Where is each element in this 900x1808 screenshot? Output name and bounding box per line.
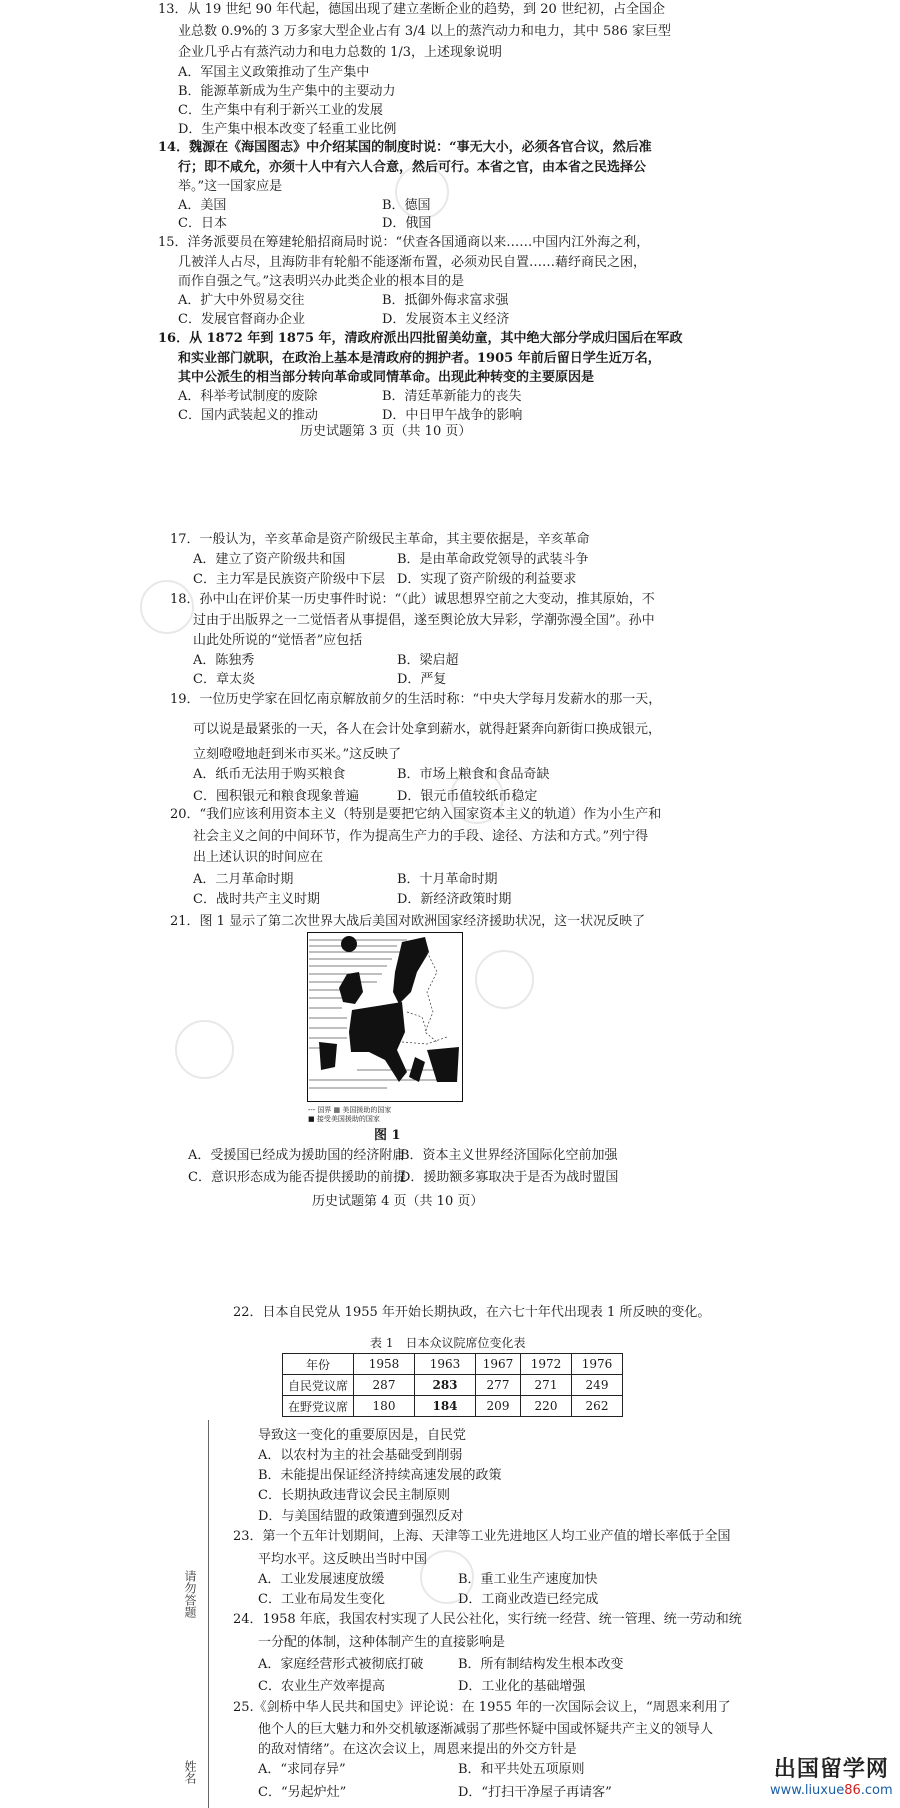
option-c: C．长期执政违背议会民主制原则 (258, 1488, 450, 1503)
question-stem: 18．孙中山在评价某一历史事件时说：“（此）诚思想界空前之大变动，推其原始，不 (170, 592, 655, 607)
option-d: D．工商业改造已经完成 (458, 1592, 599, 1607)
question-stem: 举。”这一国家应是 (178, 179, 283, 194)
logo-url (770, 1783, 893, 1798)
margin-label: 请勿答题 (183, 1570, 197, 1618)
option-c: C．战时共产主义时期 (193, 892, 320, 907)
option-c: C．生产集中有利于新兴工业的发展 (178, 103, 383, 118)
question-stem: 20．“我们应该利用资本主义（特别是要把它纳入国家资本主义的轨道）作为小生产和 (170, 807, 662, 822)
option-b: B．是由革命政党领导的武装斗争 (397, 552, 589, 567)
option-c: C．主力军是民族资产阶级中下层 (193, 572, 385, 587)
option-d: D．严复 (397, 672, 447, 687)
table-cell: 180 (354, 1396, 415, 1417)
option-a: A．受援国已经成为援助国的经济附庸 (188, 1148, 406, 1163)
table-header-cell: 1963 (415, 1354, 476, 1375)
figure-legend: --- 国界 ▦ 美国援助的国家 (308, 1106, 392, 1114)
question-stem: 企业几乎占有蒸汽动力和电力总数的 1/3，上述现象说明 (178, 45, 503, 60)
question-stem: 业总数 0.9%的 3 万多家大型企业占有 3/4 以上的蒸汽动力和电力，其中 586 家巨型 (178, 24, 671, 39)
option-c: C．意识形态成为能否提供援助的前提 (188, 1170, 406, 1185)
table-header-row (283, 1354, 623, 1375)
question-stem: 平均水平。这反映出当时中国 (258, 1552, 428, 1567)
question-stem: 出上述认识的时间应在 (193, 850, 324, 865)
logo-url-number: 86 (844, 1783, 861, 1798)
option-c: C．日本 (178, 216, 227, 231)
option-c: C．章太炎 (193, 672, 255, 687)
option-d: D．与美国结盟的政策遭到强烈反对 (258, 1509, 464, 1524)
table-cell: 自民党议席 (283, 1375, 354, 1396)
table-header-cell: 1976 (572, 1354, 623, 1375)
option-a: A．二月革命时期 (193, 872, 294, 887)
question-stem: 25.《剑桥中华人民共和国史》评论说：在 1955 年的一次国际会议上，“周恩来利用了 (233, 1700, 731, 1715)
watermark-seal (175, 1020, 234, 1079)
option-d: D．新经济政策时期 (397, 892, 512, 907)
question-stem: 24．1958 年底，我国农村实现了人民公社化，实行统一经营、统一管理、统一劳动和统 (233, 1612, 742, 1627)
question-stem: 山此处所说的“觉悟者”应包括 (193, 633, 363, 648)
table-header-cell: 年份 (283, 1354, 354, 1375)
question-stem: 他个人的巨大魅力和外交机敏逐渐减弱了那些怀疑中国或怀疑共产主义的领导人 (258, 1722, 714, 1737)
logo-name: 出国留学网 (773, 1757, 889, 1782)
page-footer: 历史试题第 3 页（共 10 页） (300, 424, 472, 439)
page-footer: 历史试题第 4 页（共 10 页） (312, 1194, 484, 1209)
option-a: A．军国主义政策推动了生产集中 (178, 65, 370, 80)
option-a: A．美国 (178, 198, 227, 213)
option-a: A．以农村为主的社会基础受到削弱 (258, 1448, 463, 1463)
table-header-cell: 1967 (476, 1354, 521, 1375)
question-stem: 21．图 1 显示了第二次世界大战后美国对欧洲国家经济援助状况，这一状况反映了 (170, 914, 646, 929)
option-b: B．市场上粮食和食品奇缺 (397, 767, 550, 782)
option-b: B．和平共处五项原则 (458, 1762, 585, 1777)
europe-aid-map-figure (307, 932, 463, 1102)
option-b: B．德国 (382, 198, 431, 213)
option-d: D．俄国 (382, 216, 432, 231)
table-cell: 249 (572, 1375, 623, 1396)
option-d: D．发展资本主义经济 (382, 312, 510, 327)
option-a: A．工业发展速度放缓 (258, 1572, 385, 1587)
table-cell: 220 (521, 1396, 572, 1417)
option-a: A．“求同存异” (258, 1762, 346, 1777)
question-stem: 23．第一个五年计划期间，上海、天津等工业先进地区人均工业产值的增长率低于全国 (233, 1529, 731, 1544)
table-cell: 184 (415, 1396, 476, 1417)
seat-change-table (282, 1353, 623, 1417)
margin-label: 姓名 (183, 1760, 197, 1784)
option-d: D．生产集中根本改变了轻重工业比例 (178, 122, 397, 137)
option-d: D．实现了资产阶级的利益要求 (397, 572, 577, 587)
option-c: C．囤积银元和粮食现象普遍 (193, 789, 359, 804)
option-b: B．所有制结构发生根本改变 (458, 1657, 624, 1672)
option-d: D．援助额多寡取决于是否为战时盟国 (400, 1170, 619, 1185)
option-d: D．工业化的基础增强 (458, 1679, 586, 1694)
option-b: B．清廷革新能力的丧失 (382, 389, 522, 404)
site-logo (770, 1752, 893, 1798)
question-stem: 社会主义之间的中间环节，作为提高生产力的手段、途径、方法和方式。”列宁得 (193, 829, 649, 844)
option-b: B．梁启超 (397, 653, 459, 668)
table-cell: 277 (476, 1375, 521, 1396)
table-header-cell: 1972 (521, 1354, 572, 1375)
table-title: 表 1 日本众议院席位变化表 (370, 1336, 526, 1350)
option-a: A．建立了资产阶级共和国 (193, 552, 346, 567)
question-stem: 其中公派生的相当部分转向革命或同情革命。出现此种转变的主要原因是 (178, 370, 595, 385)
question-stem: 一分配的体制，这种体制产生的直接影响是 (258, 1635, 506, 1650)
question-stem: 而作自强之气。”这表明兴办此类企业的根本目的是 (178, 274, 465, 289)
binding-margin-line (208, 1420, 209, 1808)
logo-url-suffix: .com (860, 1783, 893, 1798)
question-stem: 22．日本自民党从 1955 年开始长期执政，在六七十年代出现表 1 所反映的变化。 (233, 1305, 711, 1320)
option-a: A．科举考试制度的废除 (178, 389, 318, 404)
question-stem: 15．洋务派要员在筹建轮船招商局时说：“伏查各国通商以来……中国内江外海之利， (158, 235, 650, 250)
table-row (283, 1396, 623, 1417)
option-b: B．十月革命时期 (397, 872, 498, 887)
table-cell: 209 (476, 1396, 521, 1417)
question-stem: 和实业部门就职，在政治上基本是清政府的拥护者。1905 年前后留日学生近万名， (178, 351, 661, 366)
option-c: C．“另起炉灶” (258, 1785, 347, 1800)
question-stem: 14．魏源在《海国图志》中介绍某国的制度时说：“事无大小，必须各官合议，然后准 (158, 140, 652, 155)
question-stem: 的敌对情绪”。在这次会议上，周恩来提出的外交方针是 (258, 1742, 577, 1757)
question-stem: 可以说是最紧张的一天，各人在会计处拿到薪水，就得赶紧奔向新街口换成银元， (193, 722, 662, 737)
figure-legend: ■ 接受美国援助的国家 (308, 1115, 380, 1123)
option-b: B．资本主义世界经济国际化空前加强 (400, 1148, 618, 1163)
question-stem: 过由于出版界之一二觉悟者从事提倡，遂至舆论放大异彩，学潮弥漫全国”。孙中 (193, 613, 655, 628)
option-c: C．发展官督商办企业 (178, 312, 305, 327)
question-stem: 13．从 19 世纪 90 年代起，德国出现了建立垄断企业的趋势，到 20 世纪初，占全国企 (158, 2, 665, 17)
option-b: B．重工业生产速度加快 (458, 1572, 598, 1587)
table-header-cell: 1958 (354, 1354, 415, 1375)
option-c: C．工业布局发生变化 (258, 1592, 385, 1607)
option-a: A．扩大中外贸易交往 (178, 293, 305, 308)
table-cell: 271 (521, 1375, 572, 1396)
option-d: D．中日甲午战争的影响 (382, 408, 523, 423)
table-row (283, 1375, 623, 1396)
question-stem: 立刻噔噔地赶到米市买米。”这反映了 (193, 747, 402, 762)
option-d: D．“打扫干净屋子再请客” (458, 1785, 612, 1800)
question-stem: 几被洋人占尽，且海防非有轮船不能逐渐布置，必须劝民自置……藉纾商民之困， (178, 255, 647, 270)
option-a: A．纸币无法用于购买粮食 (193, 767, 346, 782)
table-cell: 在野党议席 (283, 1396, 354, 1417)
question-stem: 16．从 1872 年到 1875 年，清政府派出四批留美幼童，其中绝大部分学成归国后在军政 (158, 331, 683, 346)
figure-caption: 图 1 (374, 1128, 401, 1143)
question-stem: 17．一般认为，辛亥革命是资产阶级民主革命，其主要依据是，辛亥革命 (170, 532, 590, 547)
option-b: B．未能提出保证经济持续高速发展的政策 (258, 1468, 502, 1483)
option-b: B．能源革新成为生产集中的主要动力 (178, 84, 396, 99)
option-b: B．抵御外侮求富求强 (382, 293, 509, 308)
question-stem: 行；即不咸允，亦须十人中有六人合意，然后可行。本省之官，由本省之民选择公 (178, 160, 647, 175)
option-a: A．陈独秀 (193, 653, 255, 668)
question-stem: 导致这一变化的重要原因是，自民党 (258, 1428, 467, 1443)
option-a: A．家庭经营形式被彻底打破 (258, 1657, 424, 1672)
option-c: C．农业生产效率提高 (258, 1679, 385, 1694)
watermark-seal (475, 950, 534, 1009)
option-d: D．银元币值较纸币稳定 (397, 789, 538, 804)
logo-url-prefix: www.liuxue (770, 1783, 845, 1798)
table-cell: 287 (354, 1375, 415, 1396)
table-cell: 262 (572, 1396, 623, 1417)
question-stem: 19．一位历史学家在回忆南京解放前夕的生活时称：“中央大学每月发薪水的那一天， (170, 692, 662, 707)
option-c: C．国内武装起义的推动 (178, 408, 318, 423)
table-cell: 283 (415, 1375, 476, 1396)
